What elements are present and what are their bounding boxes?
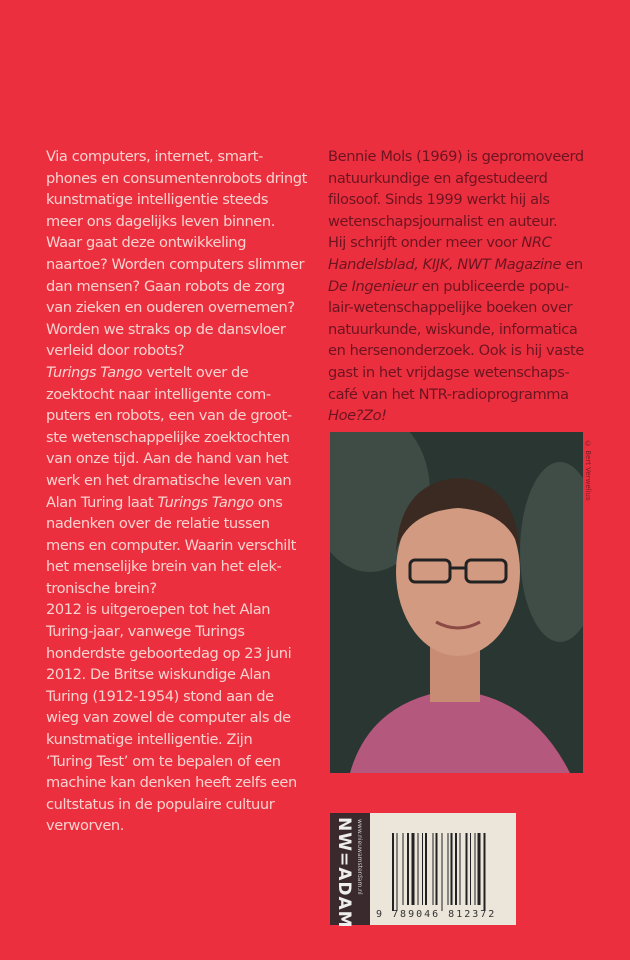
text-segment: zoektocht naar intelligente com- (46, 385, 271, 403)
publisher-logo-text: NW=ADAM (334, 817, 354, 929)
text-segment: nadenken over de relatie tussen (46, 515, 270, 533)
text-line (328, 384, 618, 406)
barcode-bar (412, 833, 415, 905)
text-segment: Via computers, internet, smart- (46, 148, 263, 165)
text-segment: naartoe? Worden computers slimmer (46, 255, 305, 273)
text-segment: puters en robots, een van de groot- (46, 407, 292, 425)
text-segment: phones en consumentenrobots dringt (46, 169, 307, 187)
text-segment: kunstmatige intelligentie. Zijn (46, 731, 253, 749)
italic-title: Handelsblad, KIJK, NWT Magazine (328, 255, 562, 273)
italic-title: NRC (521, 234, 552, 252)
text-segment: 2012. De Britse wiskundige Alan (46, 666, 271, 684)
text-line (46, 664, 321, 686)
text-line (328, 276, 618, 298)
text-segment: werk en het dramatische leven van (46, 471, 292, 489)
italic-title: Turings Tango (157, 493, 254, 511)
text-line (46, 599, 321, 621)
text-line (46, 513, 321, 535)
barcode-bar (455, 833, 457, 905)
text-line (328, 146, 618, 168)
text-line (328, 211, 618, 233)
text-line (46, 815, 321, 837)
text-segment: gast in het vrijdagse wetenschaps- (328, 363, 570, 381)
barcode-bar (466, 833, 468, 905)
text-line (46, 707, 321, 729)
text-segment: verworven. (46, 817, 124, 835)
barcode-bar (442, 833, 443, 911)
photo-credit: © Bert Verwelius (584, 440, 592, 501)
blurb-text (46, 146, 321, 837)
text-segment: het menselijke brein van het elek- (46, 558, 282, 576)
barcode-bar (407, 833, 409, 905)
text-line (46, 340, 321, 362)
text-line (328, 232, 618, 254)
text-segment: verleid door robots? (46, 342, 185, 360)
text-line (328, 189, 618, 211)
text-segment: Waar gaat deze ontwikkeling (46, 234, 247, 252)
author-bio (328, 146, 618, 427)
text-line (46, 772, 321, 794)
text-segment: café van het NTR-radioprogramma (328, 385, 569, 403)
text-segment: dan mensen? Gaan robots de zorg (46, 277, 285, 295)
text-line (46, 448, 321, 470)
text-segment: Turing-jaar, vanwege Turings (46, 623, 245, 641)
text-line (46, 729, 321, 751)
text-segment: Bennie Mols (1969) is gepromoveerd (328, 148, 584, 165)
text-segment: lair-wetenschappelijke boeken over (328, 299, 573, 317)
text-line (46, 319, 321, 341)
text-segment: en hersenonderzoek. Ook is hij vaste (328, 342, 584, 360)
text-segment: wieg van zowel de computer als de (46, 709, 291, 727)
publisher-logo (330, 813, 370, 929)
text-segment: meer ons dagelijks leven binnen. (46, 212, 275, 230)
barcode-bar (433, 833, 434, 905)
text-segment: honderdste geboortedag op 23 juni (46, 644, 292, 662)
text-segment: Turing (1912-1954) stond aan de (46, 687, 274, 705)
text-line (46, 686, 321, 708)
text-segment: natuurkundige en afgestudeerd (328, 169, 548, 187)
barcode-bar (451, 833, 453, 905)
text-segment: en publiceerde popu- (417, 277, 569, 295)
text-segment: Worden we straks op de dansvloer (46, 320, 286, 338)
barcode-bar (397, 833, 398, 911)
text-segment: en (561, 255, 583, 273)
text-segment: natuurkunde, wiskunde, informatica (328, 320, 578, 338)
text-segment: van zieken en ouderen overnemen? (46, 299, 295, 317)
isbn-number: 9 789046 812372 (376, 909, 497, 920)
text-segment: filosoof. Sinds 1999 werkt hij als (328, 191, 550, 209)
author-photo (330, 432, 583, 773)
text-line (46, 297, 321, 319)
barcode-bar (422, 833, 423, 905)
text-segment: wetenschapsjournalist en auteur. (328, 212, 558, 230)
text-line (328, 362, 618, 384)
barcode-bar (425, 833, 427, 905)
text-line (46, 621, 321, 643)
barcode-bar (478, 833, 481, 905)
text-line (328, 168, 618, 190)
text-line (46, 492, 321, 514)
text-segment: machine kan denken heeft zelfs een (46, 774, 297, 792)
barcode-bar (392, 833, 394, 911)
text-segment: mens en computer. Waarin verschilt (46, 536, 296, 554)
text-segment: kunstmatige intelligentie steeds (46, 191, 269, 209)
text-line (46, 427, 321, 449)
barcode-panel (330, 813, 516, 929)
text-line (46, 254, 321, 276)
barcode-bar (475, 833, 476, 905)
text-line (46, 470, 321, 492)
text-line (328, 297, 618, 319)
text-segment: Alan Turing laat (46, 493, 158, 511)
text-line (328, 254, 618, 276)
text-segment: ste wetenschappelijke zoektochten (46, 428, 290, 446)
barcode-bar (448, 833, 449, 905)
text-line (328, 319, 618, 341)
text-line (46, 146, 321, 168)
text-line (46, 211, 321, 233)
text-line (46, 276, 321, 298)
text-line (46, 168, 321, 190)
text-segment: cultstatus in de populaire cultuur (46, 795, 275, 813)
italic-title: Hoe?Zo! (328, 407, 387, 425)
text-line (46, 189, 321, 211)
text-segment: ons (253, 493, 283, 511)
text-line (328, 340, 618, 362)
text-segment: van onze tijd. Aan de hand van het (46, 450, 289, 468)
text-segment: Hij schrijft onder meer voor (328, 234, 522, 252)
italic-title: De Ingenieur (328, 277, 418, 295)
text-line (46, 643, 321, 665)
text-line (46, 578, 321, 600)
text-line (46, 794, 321, 816)
text-segment: ‘Turing Test’ om te bepalen of een (46, 752, 281, 770)
barcode-bar (460, 833, 461, 905)
text-line (328, 405, 618, 427)
barcode-bar (418, 833, 419, 905)
barcode-bar (436, 833, 438, 905)
text-segment: 2012 is uitgeroepen tot het Alan (46, 601, 271, 619)
text-line (46, 384, 321, 406)
text-line (46, 556, 321, 578)
text-line (46, 232, 321, 254)
barcode-bar (403, 833, 404, 905)
barcode-bar (470, 833, 471, 905)
text-segment: vertelt over de (142, 363, 249, 381)
barcode (392, 833, 510, 911)
text-line (46, 535, 321, 557)
barcode-bar (484, 833, 486, 911)
publisher-url: www.nieuwamsterdam.nl (356, 819, 363, 895)
text-segment: tronische brein? (46, 579, 157, 597)
text-line (46, 751, 321, 773)
italic-title: Turings Tango (46, 363, 143, 381)
text-line (46, 405, 321, 427)
text-line (46, 362, 321, 384)
